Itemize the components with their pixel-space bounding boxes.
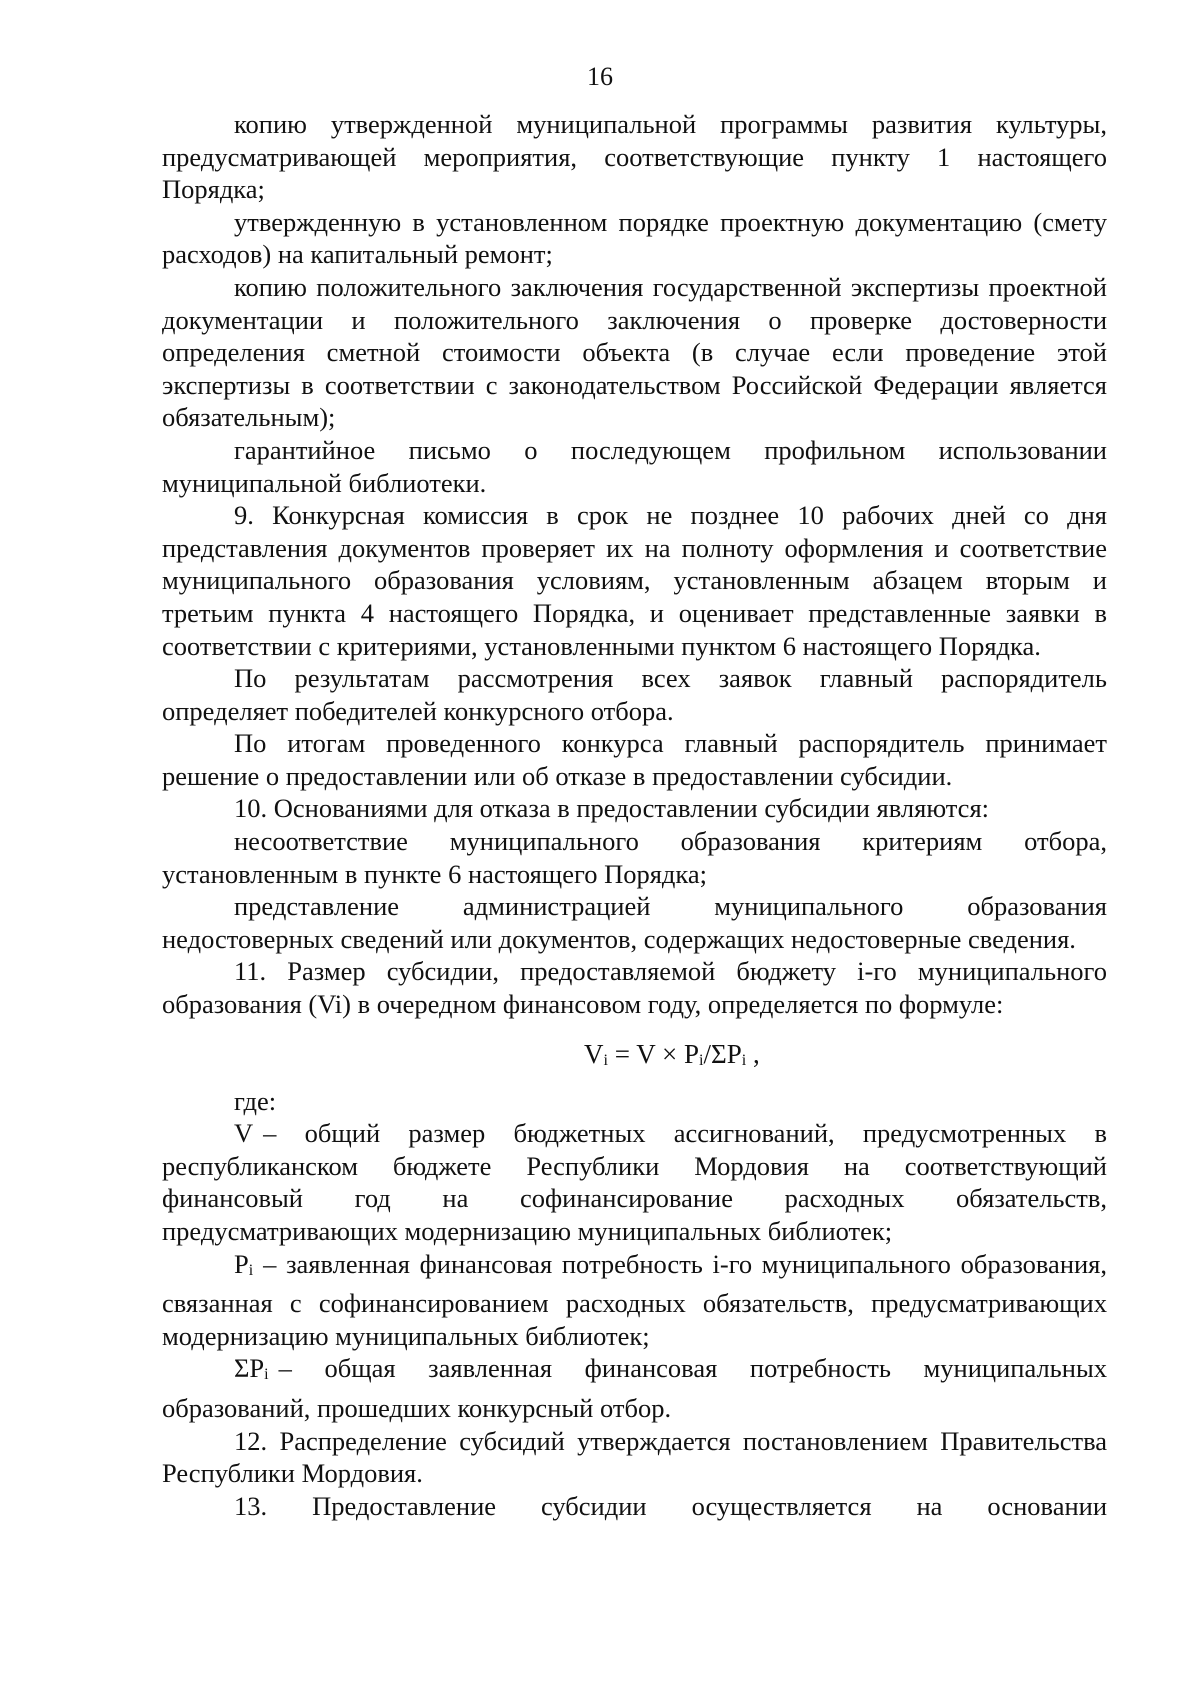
definition-sum-pi-symbol-text: ΣP <box>234 1353 265 1384</box>
definition-pi-symbol <box>234 1249 253 1279</box>
formula-lhs: V <box>584 1038 604 1069</box>
formula-div: /ΣP <box>703 1038 742 1069</box>
paragraph-noncompliance: несоответствие муниципального образования критериям отбора, установленным в пункте 6 настоящего Порядка; <box>162 826 1107 889</box>
formula-mid-sub: i <box>699 1050 704 1069</box>
definition-v <box>162 1117 1107 1247</box>
paragraph-program-copy: копию утвержденной муниципальной программы развития культуры, предусматривающей мероприятия, соответствующие пункту 1 настоящего Порядка; <box>162 109 1107 205</box>
definition-sum-pi <box>162 1352 1107 1424</box>
definition-v-text: – общий размер бюджетных ассигнований, предусмотренных в республиканском бюджете Республики Мордовия на соответствующий финансовый год на софинансирование расходных обязательств, предусматривающих модернизацию муниципальных библиотек; <box>162 1118 1107 1246</box>
formula-tail: , <box>746 1038 760 1069</box>
formula-lhs-sub: i <box>603 1050 608 1069</box>
paragraph-guarantee-letter: гарантийное письмо о последующем профильном использовании муниципальной библиотеки. <box>162 434 1107 498</box>
paragraph-decision: По итогам проведенного конкурса главный распорядитель принимает решение о предоставлении или об отказе в предоставлении субсидии. <box>162 728 1107 791</box>
paragraph-project-docs: утвержденную в установленном порядке проектную документацию (смету расходов) на капитальный ремонт; <box>162 206 1107 270</box>
definition-pi-symbol-sub: i <box>248 1261 254 1279</box>
paragraph-item-12: 12. Распределение субсидий утверждается постановлением Правительства Республики Мордовия. <box>162 1425 1107 1489</box>
definition-sum-pi-text: – общая заявленная финансовая потребность муниципальных образований, прошедших конкурсный отбор. <box>162 1353 1107 1423</box>
formula-div-sub: i <box>741 1050 747 1069</box>
definition-sum-pi-symbol-sub: i <box>264 1366 269 1384</box>
definition-pi-symbol-text: P <box>234 1248 249 1279</box>
document-body <box>162 108 1107 1522</box>
where-label: где: <box>234 1085 277 1116</box>
definition-pi <box>162 1248 1107 1353</box>
definition-pi-text: – заявленная финансовая потребность i-го муниципального образования, связанная с софинансированием расходных обязательств, предусматривающих модернизацию муниципальных библиотек; <box>162 1248 1107 1351</box>
definition-v-symbol <box>234 1118 253 1148</box>
page-number: 16 <box>587 62 613 91</box>
paragraph-item-10: 10. Основаниями для отказа в предоставлении субсидии являются: <box>234 793 989 824</box>
subsidy-formula <box>162 1037 1107 1077</box>
paragraph-item-9: 9. Конкурсная комиссия в срок не позднее 10 рабочих дней со дня представления документов проверяет их на полноту оформления и соответствие муниципального образования условиям, установленным абзацем вторым и третьим пункта 4 настоящего Порядка, и оценивает представленные заявки в соответствии с критериями, установленными пунктом 6 настоящего Порядка. <box>162 500 1107 661</box>
paragraph-results: По результатам рассмотрения всех заявок главный распорядитель определяет победителей конкурсного отбора. <box>162 663 1107 726</box>
definition-sum-pi-symbol <box>234 1353 269 1383</box>
paragraph-item-13: 13. Предоставление субсидии осуществляется на основании <box>234 1490 1107 1521</box>
definition-v-symbol-text: V <box>234 1118 254 1149</box>
paragraph-item-11: 11. Размер субсидии, предоставляемой бюджету i-го муниципального образования (Vi) в очередном финансовом году, определяется по формуле: <box>162 956 1107 1020</box>
paragraph-false-info: представление администрацией муниципального образования недостоверных сведений или документов, содержащих недостоверные сведения. <box>162 891 1107 954</box>
paragraph-expertise-copy: копию положительного заключения государственной экспертизы проектной документации и положительного заключения о проверке достоверности определения сметной стоимости объекта (в случае если проведение этой экспертизы в соответствии с законодательством Российской Федерации является обязательным); <box>162 271 1107 433</box>
formula-mid: = V × P <box>608 1038 699 1069</box>
